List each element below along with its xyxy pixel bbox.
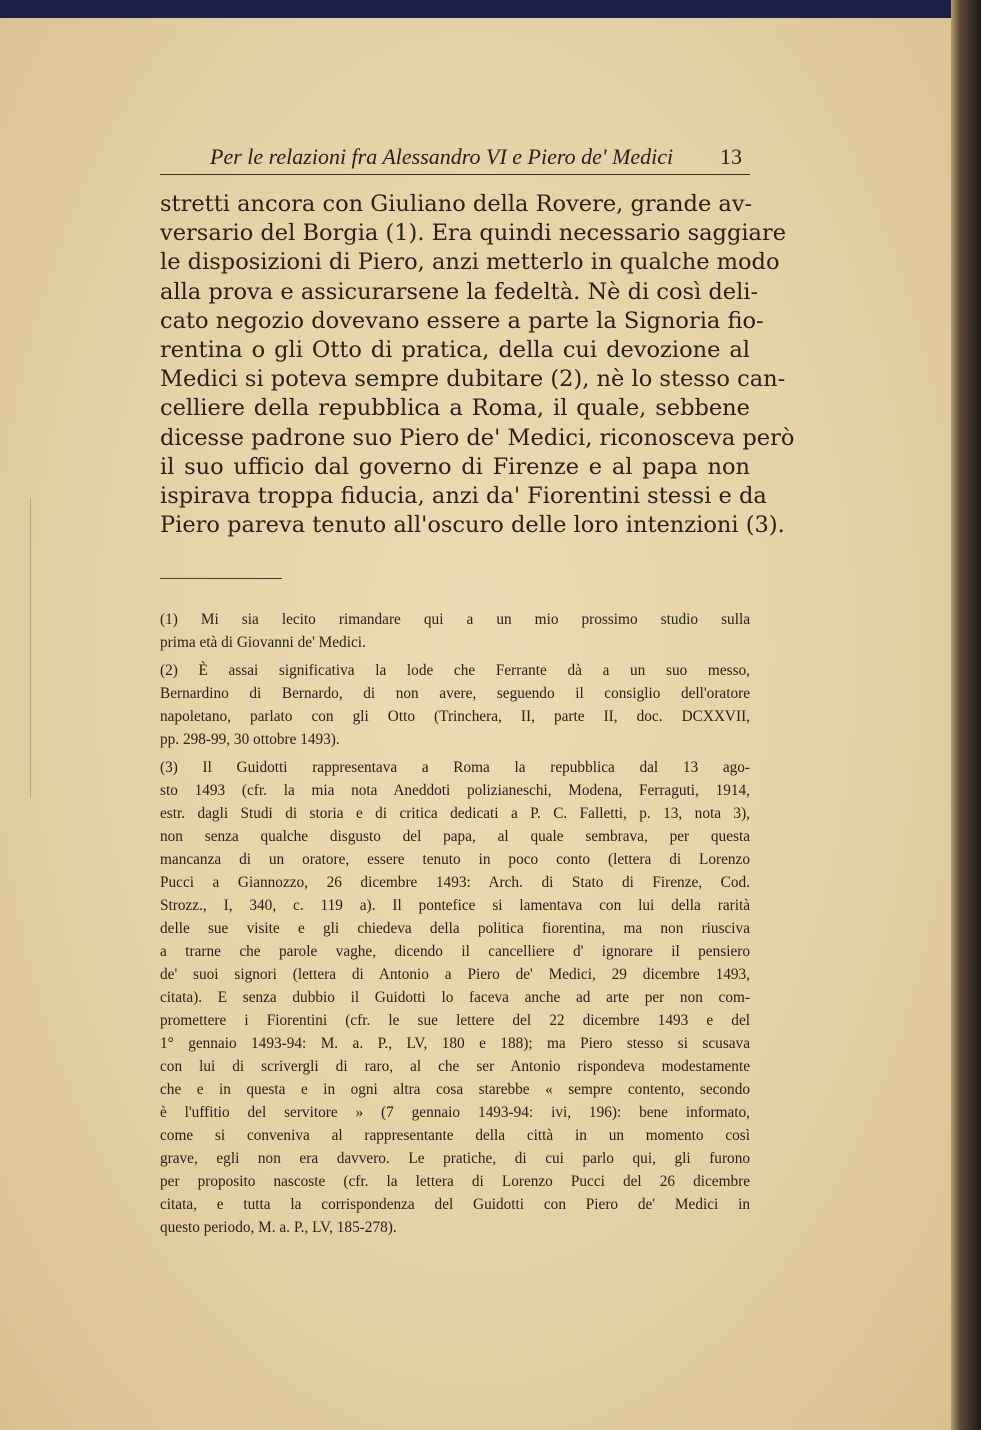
footnotes [160,608,750,1239]
body-line: alla prova e assicurarsene la fedeltà. Nè di così deli- [160,278,759,305]
footnote-line: napoletano, parlato con gli Otto (Trinchera, II, parte II, doc. DCXXVII, [160,708,750,725]
footnote-line: Strozz., I, 340, c. 119 a). Il pontefice si lamentava con lui della rarità [160,897,750,914]
footnote-line: pp. 298-99, 30 ottobre 1493). [160,731,340,748]
body-line: Medici si poteva sempre dubitare (2), nè lo stesso can- [160,366,786,393]
footnote-line: questo periodo, M. a. P., LV, 185-278). [160,1219,397,1236]
body-line: Piero pareva tenuto all'oscuro delle loro intenzioni (3). [160,512,785,539]
body-line: il suo ufficio dal governo di Firenze e al papa non [160,453,750,480]
footnote-line: delle sue visite e gli chiedeva della politica fiorentina, ma non riusciva [160,920,750,937]
footnote-line: mancanza di un oratore, essere tenuto in poco conto (lettera di Lorenzo [160,851,750,868]
footnote-line: (3) Il Guidotti rappresentava a Roma la repubblica dal 13 ago- [160,759,750,776]
footnote-line: de' suoi signori (lettera di Antonio a Piero de' Medici, 29 dicembre 1493, [160,966,750,983]
scan-top-border [0,0,981,18]
body-line: celliere della repubblica a Roma, il quale, sebbene [160,395,750,422]
footnote-line: sto 1493 (cfr. la mia nota Aneddoti polizianeschi, Modena, Ferraguti, 1914, [160,782,750,799]
footnote-line: prima età di Giovanni de' Medici. [160,634,366,651]
footnote-line: 1° gennaio 1493-94: M. a. P., LV, 180 e 188); ma Piero stesso si scusava [160,1035,750,1052]
body-line: rentina o gli Otto di pratica, della cui devozione al [160,336,750,363]
page-header [160,142,750,175]
footnote-line: grave, egli non era davvero. Le pratiche, di cui parlo qui, gli furono [160,1150,750,1167]
footnote-line: promettere i Fiorentini (cfr. le sue lettere del 22 dicembre 1493 e del [160,1012,750,1029]
footnote-line: (1) Mi sia lecito rimandare qui a un mio prossimo studio sulla [160,611,750,628]
body-line: le disposizioni di Piero, anzi metterlo in qualche modo [160,249,780,276]
footnote-line: Pucci a Giannozzo, 26 dicembre 1493: Arch. di Stato di Firenze, Cod. [160,874,750,891]
page-number: 13 [720,144,742,169]
body-line: cato negozio dovevano essere a parte la Signoria fio- [160,307,764,334]
footnote-line: per proposito nascoste (cfr. la lettera di Lorenzo Pucci del 26 dicembre [160,1173,750,1190]
scan-right-edge [951,0,981,1430]
footnote-line: è l'uffitio del servitore » (7 gennaio 1493-94: ivi, 196): bene informato, [160,1104,750,1121]
footnote-line: estr. dagli Studi di storia e di critica dedicati a P. C. Falletti, p. 13, nota 3), [160,805,750,822]
body-line: ispirava troppa fiducia, anzi da' Fiorentini stessi e da [160,482,767,509]
footnote-separator [160,578,282,579]
page-gutter-mark [30,498,39,798]
footnote-line: Bernardino di Bernardo, di non avere, seguendo il consiglio dell'oratore [160,685,750,702]
footnote-line: che e in questa e in ogni altra cosa starebbe « sempre contento, secondo [160,1081,750,1098]
footnote-line: con lui di scrivergli di raro, al che ser Antonio rispondeva modestamente [160,1058,750,1075]
body-line: versario del Borgia (1). Era quindi necessario saggiare [160,220,787,247]
body-line: stretti ancora con Giuliano della Rovere, grande av- [160,191,753,217]
footnote-line: citata). E senza dubbio il Guidotti lo faceva anche ad arte per non com- [160,989,750,1006]
footnote-line: non senza qualche disgusto del papa, al quale sembrava, per questa [160,828,750,845]
footnote-line: (2) È assai significativa la lode che Ferrante dà a un suo messo, [160,662,750,679]
body-line: dicesse padrone suo Piero de' Medici, riconosceva però [160,424,795,451]
footnote-line: a trarne che parole vaghe, dicendo il cancelliere d' ignorare il pensiero [160,943,750,960]
body-paragraph [160,190,795,540]
footnote-line: come si conveniva al rappresentante della città in un momento così [160,1127,750,1144]
running-title: Per le relazioni fra Alessandro VI e Piero de' Medici [210,144,674,169]
footnote-line: citata, e tutta la corrispondenza del Guidotti con Piero de' Medici in [160,1196,750,1213]
